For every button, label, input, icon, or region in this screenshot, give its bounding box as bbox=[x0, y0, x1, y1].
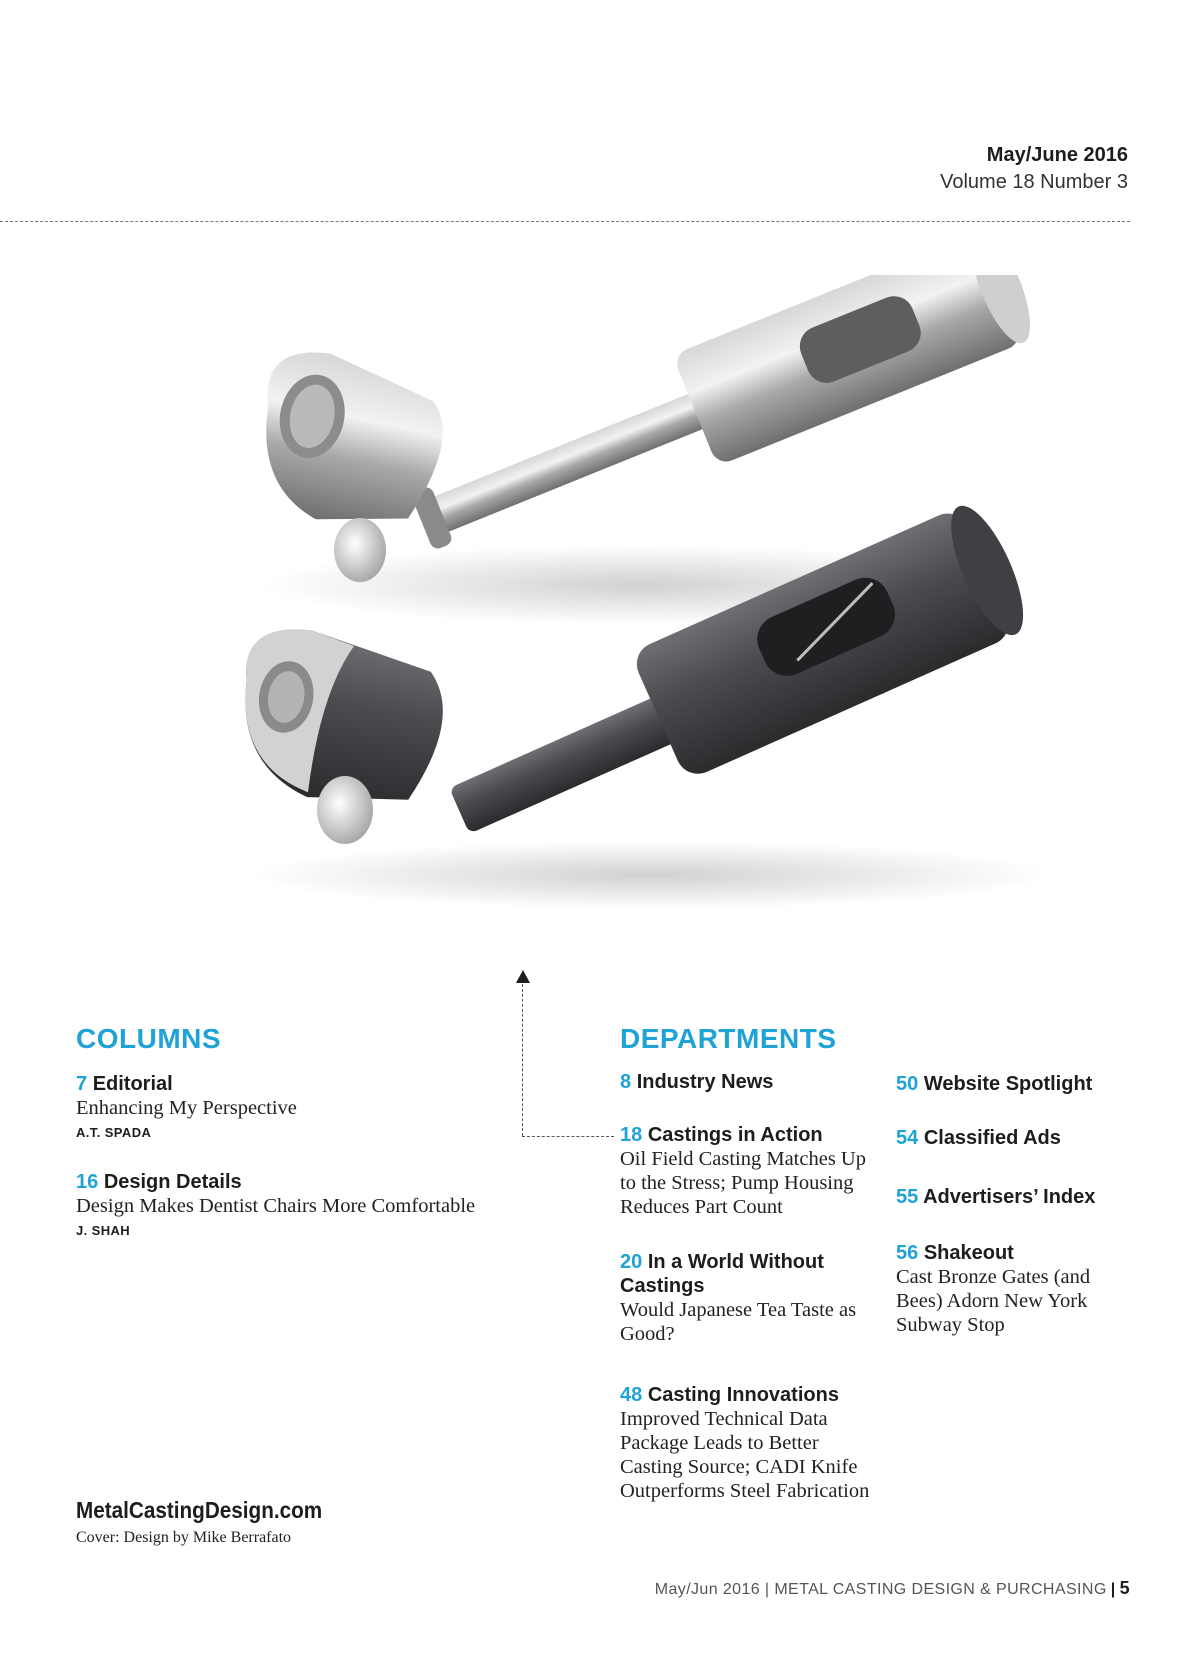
toc-item-world-without-castings[interactable] bbox=[620, 1250, 860, 1346]
toc-item-website-spotlight[interactable] bbox=[896, 1072, 1146, 1096]
toc-item-design-details[interactable] bbox=[76, 1170, 516, 1238]
arrow-up-icon bbox=[516, 970, 530, 983]
cover-photo-cast-parts bbox=[220, 275, 1100, 915]
dashed-divider bbox=[0, 221, 1130, 222]
item-description: Would Japanese Tea Taste as Good? bbox=[620, 1299, 857, 1345]
toc-item-casting-innovations[interactable] bbox=[620, 1383, 882, 1503]
item-description: Cast Bronze Gates (and Bees) Adorn New York Subway Stop bbox=[896, 1266, 1091, 1336]
website-link[interactable]: MetalCastingDesign.com bbox=[76, 1497, 323, 1523]
page-number-footer: 5 bbox=[1119, 1578, 1130, 1598]
item-title: Design Details bbox=[103, 1171, 242, 1193]
callout-line-vertical bbox=[522, 984, 523, 1136]
page-number: 8 bbox=[620, 1071, 632, 1093]
item-title: Casting Innovations bbox=[647, 1384, 839, 1406]
departments-heading: DEPARTMENTS bbox=[620, 1023, 837, 1054]
page-number: 55 bbox=[896, 1186, 919, 1208]
page-number: 16 bbox=[76, 1171, 99, 1193]
item-author: A.T. SPADA bbox=[76, 1125, 152, 1140]
issue-date: May/June 2016 bbox=[986, 144, 1128, 166]
item-author: J. SHAH bbox=[76, 1223, 131, 1238]
page-footer bbox=[655, 1578, 1130, 1599]
toc-item-shakeout[interactable] bbox=[896, 1241, 1111, 1337]
item-title: Shakeout bbox=[923, 1242, 1014, 1264]
page-number: 7 bbox=[76, 1073, 88, 1095]
issue-volume: Volume 18 Number 3 bbox=[940, 171, 1128, 193]
item-description: Enhancing My Perspective bbox=[76, 1097, 297, 1119]
issue-info bbox=[940, 142, 1128, 196]
item-title: Advertisers’ Index bbox=[923, 1186, 1096, 1208]
page-number: 56 bbox=[896, 1242, 919, 1264]
page-number: 18 bbox=[620, 1124, 643, 1146]
toc-item-editorial[interactable] bbox=[76, 1072, 506, 1140]
toc-item-advertisers-index[interactable] bbox=[896, 1185, 1156, 1209]
footer-text: May/Jun 2016 | METAL CASTING DESIGN & PURCHASING bbox=[654, 1581, 1107, 1598]
cover-credit: Cover: Design by Mike Berrafato bbox=[76, 1529, 292, 1546]
toc-item-castings-in-action[interactable] bbox=[620, 1123, 882, 1219]
item-title: Editorial bbox=[92, 1073, 173, 1095]
item-title: Classified Ads bbox=[923, 1127, 1061, 1149]
toc-item-industry-news[interactable] bbox=[620, 1070, 870, 1094]
footer-separator: | bbox=[1110, 1581, 1116, 1598]
page-number: 54 bbox=[896, 1127, 919, 1149]
page-number: 50 bbox=[896, 1073, 919, 1095]
item-title: Castings in Action bbox=[647, 1124, 823, 1146]
item-title: Industry News bbox=[636, 1071, 774, 1093]
item-description: Improved Technical Data Package Leads to Better Casting Source; CADI Knife Outperforms Steel Fabrication bbox=[620, 1408, 870, 1502]
page-number: 20 bbox=[620, 1251, 643, 1273]
toc-item-classified-ads[interactable] bbox=[896, 1126, 1146, 1150]
item-description: Oil Field Casting Matches Up to the Stress; Pump Housing Reduces Part Count bbox=[620, 1148, 866, 1218]
item-title: In a World Without Castings bbox=[620, 1251, 824, 1297]
item-description: Design Makes Dentist Chairs More Comfortable bbox=[76, 1195, 476, 1217]
callout-line-horizontal bbox=[522, 1136, 614, 1137]
item-title: Website Spotlight bbox=[923, 1073, 1093, 1095]
columns-heading: COLUMNS bbox=[76, 1023, 222, 1054]
page-number: 48 bbox=[620, 1384, 643, 1406]
